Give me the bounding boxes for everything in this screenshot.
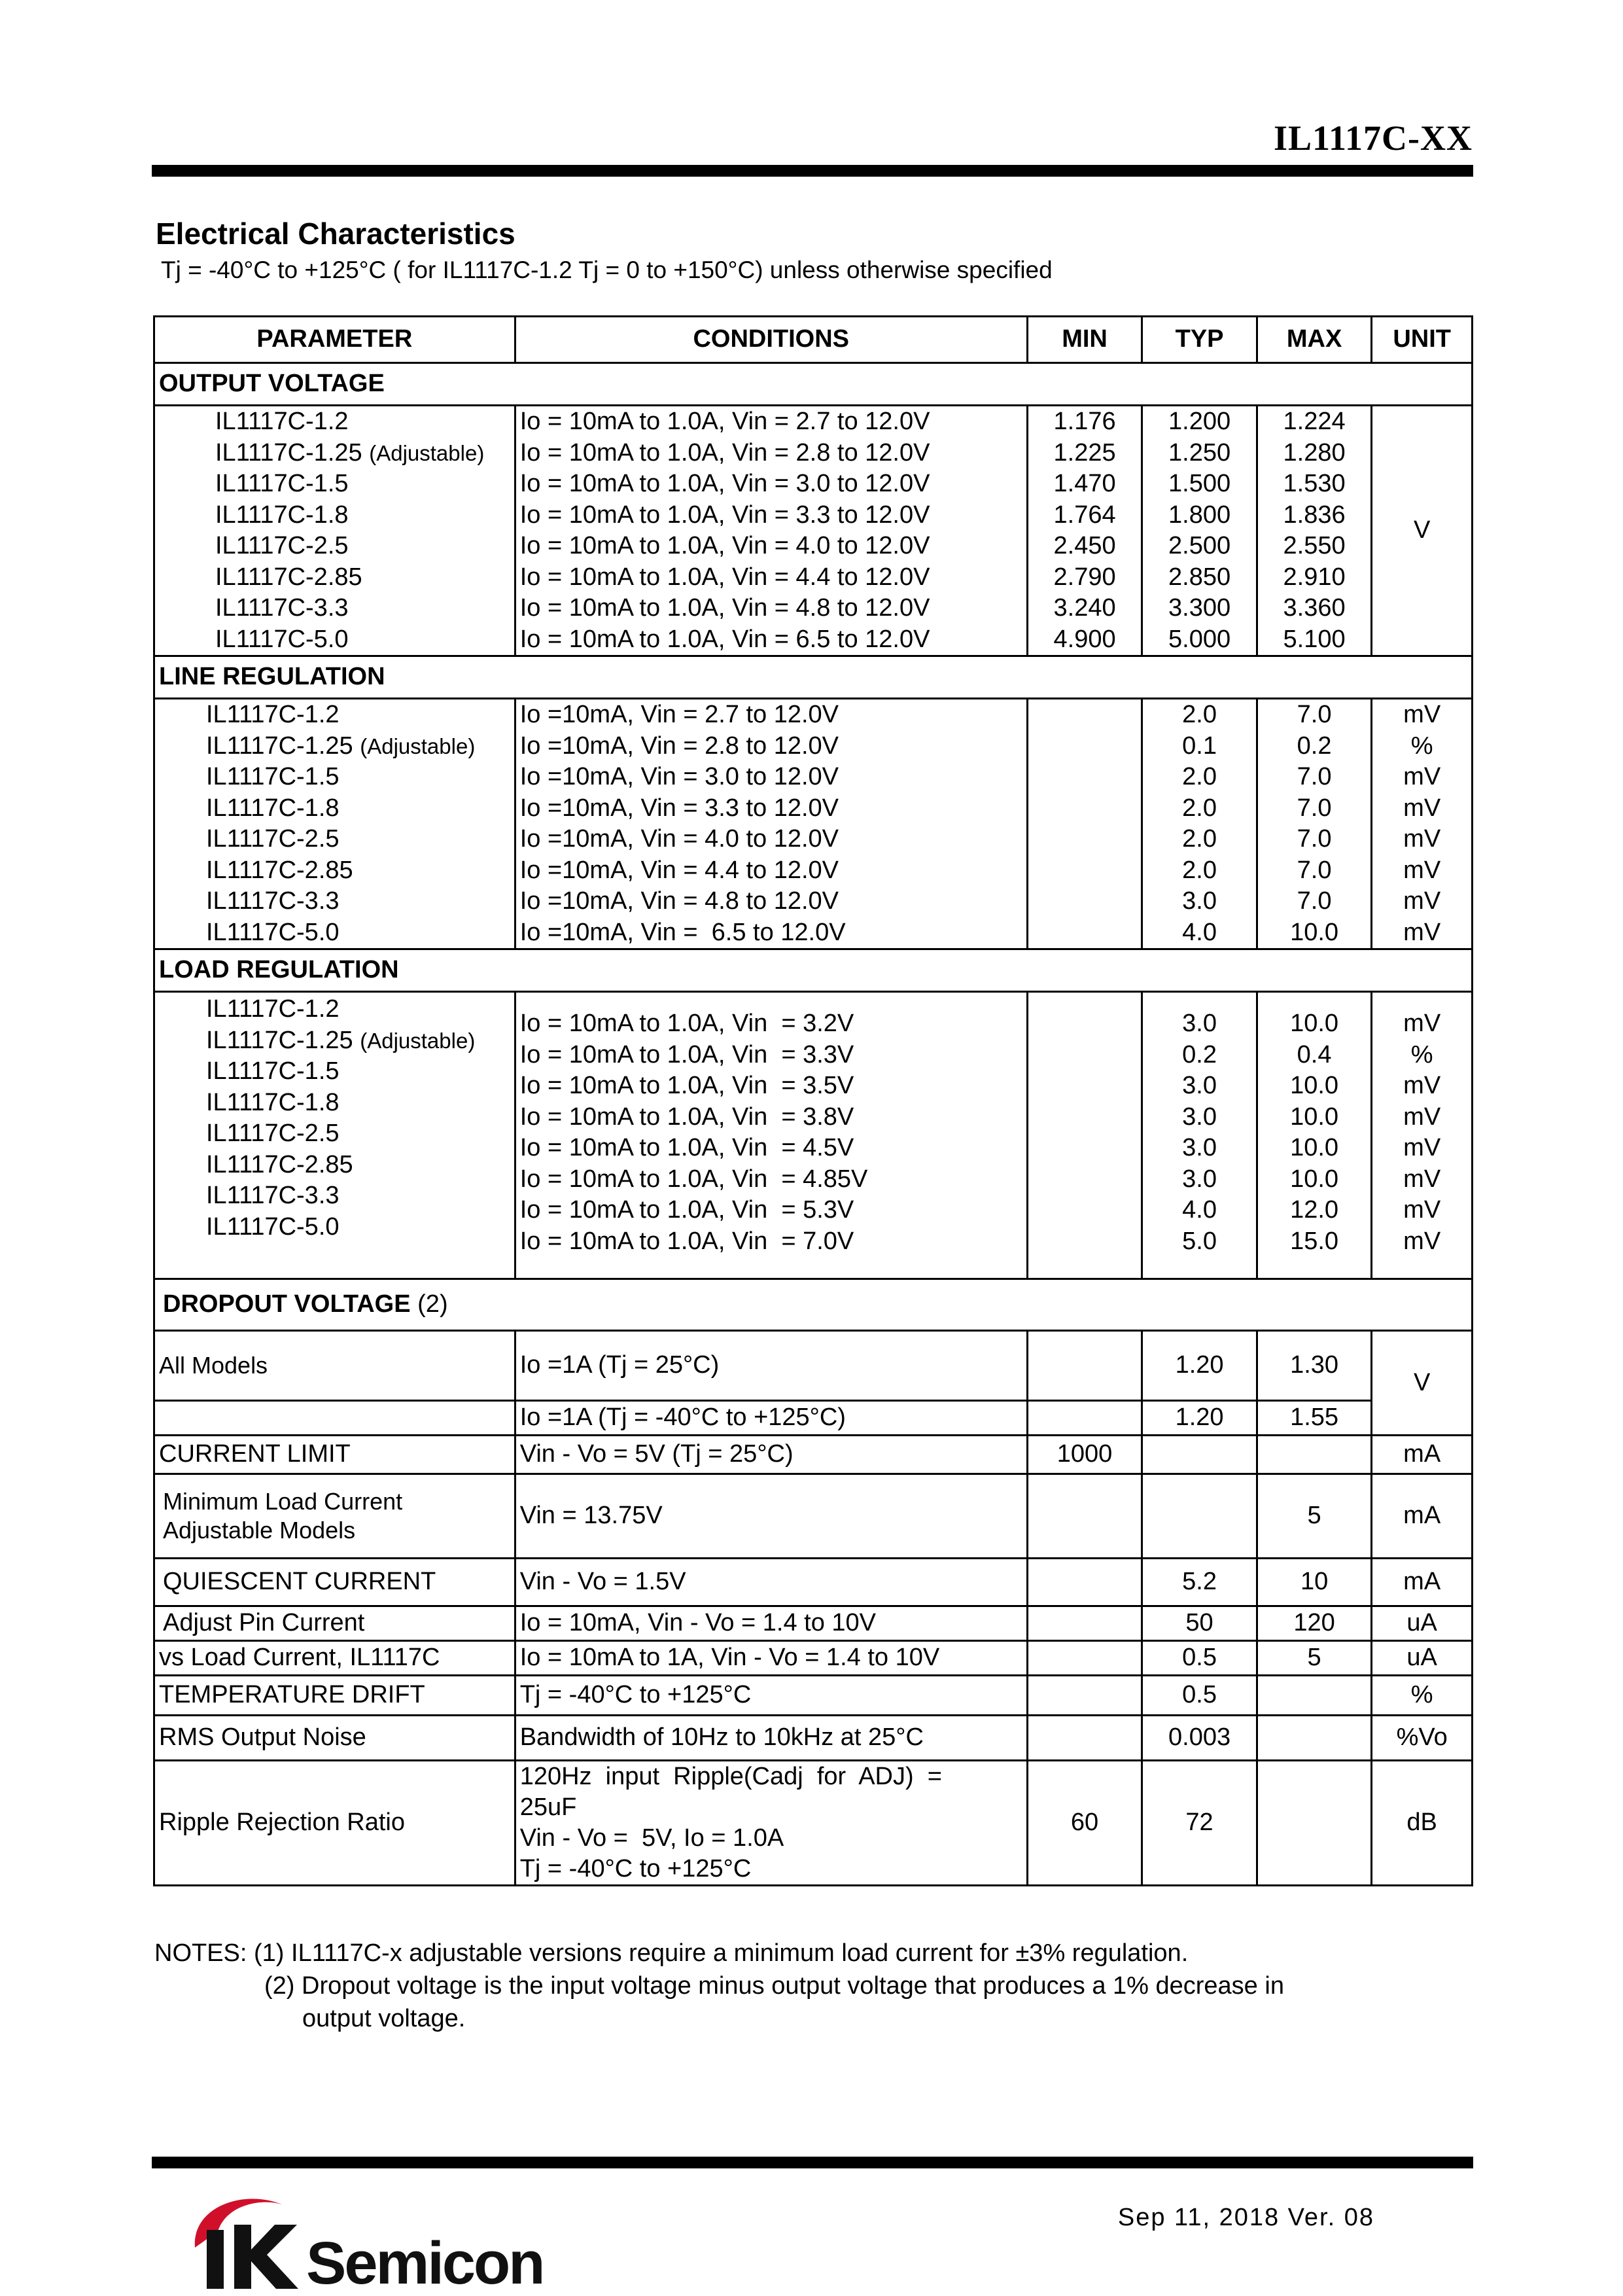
list-item: 2.0 xyxy=(1182,825,1217,853)
list-item: 2.500 xyxy=(1168,532,1231,559)
iksemicon-logo xyxy=(169,2185,587,2290)
dropout-unit: V xyxy=(1372,1331,1473,1436)
list-item: 7.0 xyxy=(1297,763,1332,790)
load-regulation-parts xyxy=(154,992,515,1279)
adjust-pin-unit: uA xyxy=(1372,1606,1473,1641)
list-item: mV xyxy=(1403,1072,1441,1099)
adjust-pin-typ: 50 xyxy=(1142,1606,1257,1641)
line-regulation-block xyxy=(154,699,1473,949)
list-item: 1.764 xyxy=(1053,501,1116,529)
output-voltage-block xyxy=(154,406,1473,656)
list-item: Io = 10mA to 1.0A, Vin = 7.0V xyxy=(519,1227,854,1255)
min-load-unit: mA xyxy=(1372,1474,1473,1559)
list-item: IL1117C-1.5 xyxy=(206,763,340,790)
list-item: IL1117C-1.25 (Adjustable) xyxy=(206,1026,476,1054)
list-item: IL1117C-1.8 xyxy=(206,1088,340,1116)
list-item: 5.0 xyxy=(1182,1227,1217,1255)
list-item: IL1117C-5.0 xyxy=(215,625,349,653)
table-row xyxy=(154,1559,1473,1606)
list-item: 10.0 xyxy=(1290,1165,1339,1193)
top-rule xyxy=(152,165,1473,177)
table-row xyxy=(154,1716,1473,1761)
list-item: IL1117C-1.25 (Adjustable) xyxy=(215,438,485,467)
col-typ: TYP xyxy=(1142,317,1257,363)
rms-noise-cond: Bandwidth of 10Hz to 10kHz at 25°C xyxy=(515,1716,1027,1761)
footer-date-version: Sep 11, 2018 Ver. 08 xyxy=(1117,2204,1374,2231)
ripple-min: 60 xyxy=(1027,1761,1142,1886)
section-row xyxy=(154,1279,1473,1331)
list-item: IL1117C-2.85 xyxy=(206,1150,353,1178)
list-item: 5.100 xyxy=(1283,625,1346,653)
list-item: 10.0 xyxy=(1290,1134,1339,1161)
col-max: MAX xyxy=(1257,317,1372,363)
dropout-max-2: 1.55 xyxy=(1257,1401,1372,1436)
svg-text:Semicon: Semicon xyxy=(306,2230,544,2290)
temp-drift-cond: Tj = -40°C to +125°C xyxy=(515,1676,1027,1716)
list-item: 3.0 xyxy=(1182,887,1217,915)
min-load-param: Minimum Load Current Adjustable Models xyxy=(154,1474,515,1559)
load-regulation-block xyxy=(154,992,1473,1279)
list-item: Io = 10mA to 1.0A, Vin = 3.3V xyxy=(519,1040,854,1069)
quiescent-cond: Vin - Vo = 1.5V xyxy=(515,1559,1027,1606)
list-item: 2.0 xyxy=(1182,701,1217,728)
section-row xyxy=(154,949,1473,992)
list-item: 4.0 xyxy=(1182,1196,1217,1224)
dropout-max-1: 1.30 xyxy=(1257,1331,1372,1401)
list-item: IL1117C-1.8 xyxy=(215,501,349,529)
list-item: 3.0 xyxy=(1182,1072,1217,1099)
output-voltage-max xyxy=(1257,406,1372,656)
list-item: Io = 10mA to 1.0A, Vin = 3.5V xyxy=(519,1072,854,1099)
list-item: IL1117C-2.85 xyxy=(206,856,353,884)
ripple-param: Ripple Rejection Ratio xyxy=(154,1761,515,1886)
list-item: mV xyxy=(1403,1134,1441,1161)
list-item: Io = 10mA to 1.0A, Vin = 3.3 to 12.0V xyxy=(519,501,930,529)
output-voltage-typ xyxy=(1142,406,1257,656)
line-regulation-max xyxy=(1257,699,1372,949)
output-voltage-parts xyxy=(154,406,515,656)
list-item: 7.0 xyxy=(1297,701,1332,728)
dropout-label: DROPOUT VOLTAGE (2) xyxy=(154,1279,1473,1331)
table-row xyxy=(154,1676,1473,1716)
dropout-typ-2: 1.20 xyxy=(1142,1401,1257,1436)
list-item: IL1117C-1.2 xyxy=(215,408,349,435)
ripple-typ: 72 xyxy=(1142,1761,1257,1886)
list-item: 1.200 xyxy=(1168,408,1231,435)
temp-drift-param: TEMPERATURE DRIFT xyxy=(154,1676,515,1716)
list-item: IL1117C-5.0 xyxy=(206,918,340,946)
list-item: 1.500 xyxy=(1168,470,1231,497)
quiescent-unit: mA xyxy=(1372,1559,1473,1606)
list-item: 2.0 xyxy=(1182,794,1217,822)
list-item: 1.250 xyxy=(1168,438,1231,467)
list-item: Io = 10mA to 1.0A, Vin = 5.3V xyxy=(519,1196,854,1224)
list-item: 7.0 xyxy=(1297,887,1332,915)
current-limit-min: 1000 xyxy=(1027,1436,1142,1474)
list-item: mV xyxy=(1403,1103,1441,1131)
list-item: Io = 10mA to 1.0A, Vin = 4.8 to 12.0V xyxy=(519,594,930,622)
col-parameter: PARAMETER xyxy=(154,317,515,363)
list-item: Io = 10mA to 1.0A, Vin = 2.7 to 12.0V xyxy=(519,408,930,435)
col-unit: UNIT xyxy=(1372,317,1473,363)
list-item: IL1117C-1.5 xyxy=(215,470,349,497)
dropout-typ-1: 1.20 xyxy=(1142,1331,1257,1401)
line-regulation-label: LINE REGULATION xyxy=(154,656,1473,699)
ripple-unit: dB xyxy=(1372,1761,1473,1886)
list-item: 2.0 xyxy=(1182,763,1217,790)
list-item: IL1117C-1.2 xyxy=(206,995,340,1023)
list-item: IL1117C-1.5 xyxy=(206,1057,340,1085)
list-item: IL1117C-3.3 xyxy=(215,594,349,622)
list-item: mV xyxy=(1403,794,1441,822)
section-title: Electrical Characteristics xyxy=(156,217,515,251)
temp-drift-typ: 0.5 xyxy=(1142,1676,1257,1716)
list-item: 1.280 xyxy=(1283,438,1346,467)
current-limit-cond: Vin - Vo = 5V (Tj = 25°C) xyxy=(515,1436,1027,1474)
list-item: 0.2 xyxy=(1297,732,1332,760)
list-item: 3.300 xyxy=(1168,594,1231,622)
table-row xyxy=(154,1436,1473,1474)
list-item: 3.0 xyxy=(1182,1103,1217,1131)
list-item: IL1117C-2.85 xyxy=(215,563,362,591)
load-regulation-conditions xyxy=(515,992,1027,1279)
dropout-cond-2: Io =1A (Tj = -40°C to +125°C) xyxy=(515,1401,1027,1436)
list-item: IL1117C-3.3 xyxy=(206,887,340,915)
section-subtitle: Tj = -40°C to +125°C ( for IL1117C-1.2 Tj = 0 to +150°C) unless otherwise specified xyxy=(161,256,1053,283)
list-item: 3.360 xyxy=(1283,594,1346,622)
min-load-max: 5 xyxy=(1257,1474,1372,1559)
list-item: 10.0 xyxy=(1290,1010,1339,1037)
list-item: 7.0 xyxy=(1297,825,1332,853)
ripple-cond: 120Hz input Ripple(Cadj for ADJ) = 25uF Vin - Vo = 5V, Io = 1.0A Tj = -40°C to +125°C xyxy=(515,1761,1027,1886)
list-item: 7.0 xyxy=(1297,856,1332,884)
list-item: mV xyxy=(1403,1196,1441,1224)
vs-load-max: 5 xyxy=(1257,1641,1372,1676)
list-item: Io = 10mA to 1.0A, Vin = 3.0 to 12.0V xyxy=(519,470,930,497)
list-item: mV xyxy=(1403,918,1441,946)
adjust-pin-cond: Io = 10mA, Vin - Vo = 1.4 to 10V xyxy=(515,1606,1027,1641)
list-item: % xyxy=(1410,1040,1433,1069)
vs-load-unit: uA xyxy=(1372,1641,1473,1676)
list-item: IL1117C-2.5 xyxy=(206,1120,340,1147)
load-regulation-min xyxy=(1027,992,1142,1279)
list-item: Io =10mA, Vin = 4.8 to 12.0V xyxy=(519,887,839,915)
list-item: 2.450 xyxy=(1053,532,1116,559)
list-item: Io =10mA, Vin = 3.3 to 12.0V xyxy=(519,794,839,822)
list-item: 7.0 xyxy=(1297,794,1332,822)
note-2: (2) Dropout voltage is the input voltage minus output voltage that produces a 1% decrease in xyxy=(264,1972,1284,2000)
list-item: IL1117C-3.3 xyxy=(206,1182,340,1209)
section-row xyxy=(154,363,1473,406)
list-item: mV xyxy=(1403,763,1441,790)
table-row xyxy=(154,1401,1473,1436)
adjust-pin-param: Adjust Pin Current xyxy=(154,1606,515,1641)
vs-load-param: vs Load Current, IL1117C xyxy=(154,1641,515,1676)
list-item: 4.900 xyxy=(1053,625,1116,653)
list-item: mV xyxy=(1403,1165,1441,1193)
load-regulation-unit xyxy=(1372,992,1473,1279)
electrical-characteristics-table xyxy=(153,315,1473,1886)
list-item: mV xyxy=(1403,1010,1441,1037)
list-item: Io = 10mA to 1.0A, Vin = 2.8 to 12.0V xyxy=(519,438,930,467)
output-voltage-label: OUTPUT VOLTAGE xyxy=(154,363,1473,406)
list-item: 2.910 xyxy=(1283,563,1346,591)
list-item: Io =10mA, Vin = 4.4 to 12.0V xyxy=(519,856,839,884)
list-item: 1.176 xyxy=(1053,408,1116,435)
list-item: 4.0 xyxy=(1182,918,1217,946)
list-item: Io = 10mA to 1.0A, Vin = 4.5V xyxy=(519,1134,854,1161)
list-item: Io =10mA, Vin = 4.0 to 12.0V xyxy=(519,825,839,853)
list-item: 1.470 xyxy=(1053,470,1116,497)
list-item: mV xyxy=(1403,856,1441,884)
list-item: 10.0 xyxy=(1290,1072,1339,1099)
bottom-rule xyxy=(152,2157,1473,2168)
list-item: 1.530 xyxy=(1283,470,1346,497)
line-regulation-unit xyxy=(1372,699,1473,949)
list-item: 3.240 xyxy=(1053,594,1116,622)
list-item: mV xyxy=(1403,825,1441,853)
quiescent-max: 10 xyxy=(1257,1559,1372,1606)
line-regulation-conditions xyxy=(515,699,1027,949)
vs-load-cond: Io = 10mA to 1A, Vin - Vo = 1.4 to 10V xyxy=(515,1641,1027,1676)
load-regulation-typ xyxy=(1142,992,1257,1279)
table-row xyxy=(154,1331,1473,1401)
output-voltage-unit: V xyxy=(1372,406,1473,656)
note-2-cont: output voltage. xyxy=(302,2005,466,2032)
table-row xyxy=(154,1606,1473,1641)
list-item: 3.0 xyxy=(1182,1165,1217,1193)
list-item: 2.790 xyxy=(1053,563,1116,591)
current-limit-unit: mA xyxy=(1372,1436,1473,1474)
list-item: 2.550 xyxy=(1283,532,1346,559)
line-regulation-min xyxy=(1027,699,1142,949)
list-item: 15.0 xyxy=(1290,1227,1339,1255)
list-item: 1.224 xyxy=(1283,408,1346,435)
line-regulation-typ xyxy=(1142,699,1257,949)
list-item: Io =10mA, Vin = 3.0 to 12.0V xyxy=(519,763,839,790)
rms-noise-param: RMS Output Noise xyxy=(154,1716,515,1761)
list-item: 1.836 xyxy=(1283,501,1346,529)
dropout-cond-1: Io =1A (Tj = 25°C) xyxy=(515,1331,1027,1401)
table-row xyxy=(154,1641,1473,1676)
list-item: Io = 10mA to 1.0A, Vin = 3.8V xyxy=(519,1103,854,1131)
list-item: 10.0 xyxy=(1290,918,1339,946)
list-item: % xyxy=(1410,732,1433,760)
note-1: NOTES: (1) IL1117C-x adjustable versions require a minimum load current for ±3% regulation. xyxy=(154,1939,1189,1967)
part-number: IL1117C-XX xyxy=(1273,118,1473,158)
line-regulation-parts xyxy=(154,699,515,949)
list-item: Io = 10mA to 1.0A, Vin = 6.5 to 12.0V xyxy=(519,625,930,653)
list-item: Io =10mA, Vin = 6.5 to 12.0V xyxy=(519,918,846,946)
list-item: 10.0 xyxy=(1290,1103,1339,1131)
list-item: 0.4 xyxy=(1297,1040,1332,1069)
list-item: 1.225 xyxy=(1053,438,1116,467)
list-item: Io =10mA, Vin = 2.7 to 12.0V xyxy=(519,701,839,728)
table-row xyxy=(154,1761,1473,1886)
list-item: Io = 10mA to 1.0A, Vin = 4.4 to 12.0V xyxy=(519,563,930,591)
list-item: Io = 10mA to 1.0A, Vin = 4.0 to 12.0V xyxy=(519,532,930,559)
dropout-param: All Models xyxy=(154,1331,515,1401)
quiescent-typ: 5.2 xyxy=(1142,1559,1257,1606)
load-regulation-label: LOAD REGULATION xyxy=(154,949,1473,992)
list-item: IL1117C-1.2 xyxy=(206,701,340,728)
list-item: Io =10mA, Vin = 2.8 to 12.0V xyxy=(519,732,839,760)
list-item: IL1117C-2.5 xyxy=(215,532,349,559)
list-item: Io = 10mA to 1.0A, Vin = 4.85V xyxy=(519,1165,868,1193)
list-item: IL1117C-5.0 xyxy=(206,1212,340,1241)
current-limit-param: CURRENT LIMIT xyxy=(154,1436,515,1474)
section-row xyxy=(154,656,1473,699)
table-row xyxy=(154,1474,1473,1559)
temp-drift-unit: % xyxy=(1372,1676,1473,1716)
list-item: 5.000 xyxy=(1168,625,1231,653)
vs-load-typ: 0.5 xyxy=(1142,1641,1257,1676)
adjust-pin-max: 120 xyxy=(1257,1606,1372,1641)
list-item: 3.0 xyxy=(1182,1010,1217,1037)
list-item: mV xyxy=(1403,887,1441,915)
list-item: 0.2 xyxy=(1182,1040,1217,1069)
output-voltage-conditions xyxy=(515,406,1027,656)
list-item: mV xyxy=(1403,701,1441,728)
list-item: IL1117C-1.25 (Adjustable) xyxy=(206,732,476,760)
list-item: 1.800 xyxy=(1168,501,1231,529)
list-item: 2.0 xyxy=(1182,856,1217,884)
load-regulation-max xyxy=(1257,992,1372,1279)
table-header-row xyxy=(154,317,1473,363)
list-item: Io = 10mA to 1.0A, Vin = 3.2V xyxy=(519,1010,854,1037)
list-item: mV xyxy=(1403,1227,1441,1255)
output-voltage-min xyxy=(1027,406,1142,656)
list-item: 0.1 xyxy=(1182,732,1217,760)
list-item: IL1117C-2.5 xyxy=(206,825,340,853)
list-item: 12.0 xyxy=(1290,1196,1339,1224)
list-item: IL1117C-1.8 xyxy=(206,794,340,822)
rms-noise-unit: %Vo xyxy=(1372,1716,1473,1761)
rms-noise-typ: 0.003 xyxy=(1142,1716,1257,1761)
notes xyxy=(154,1937,1284,2035)
col-conditions: CONDITIONS xyxy=(515,317,1027,363)
list-item: 2.850 xyxy=(1168,563,1231,591)
list-item: 3.0 xyxy=(1182,1134,1217,1161)
quiescent-param: QUIESCENT CURRENT xyxy=(154,1559,515,1606)
min-load-cond: Vin = 13.75V xyxy=(515,1474,1027,1559)
col-min: MIN xyxy=(1027,317,1142,363)
